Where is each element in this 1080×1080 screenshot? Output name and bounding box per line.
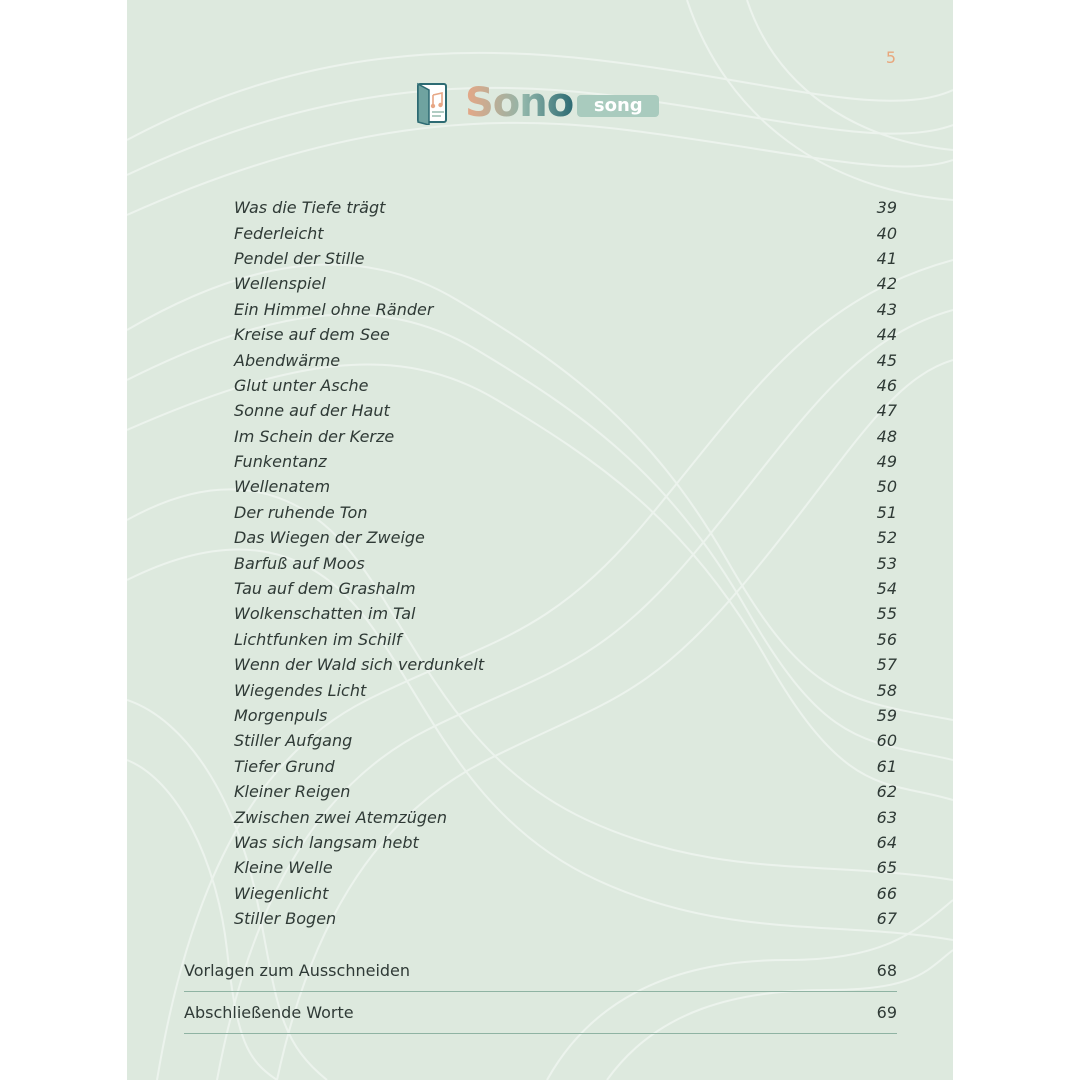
toc-entry: [234, 474, 897, 499]
toc-entry-title: Sonne auf der Haut: [234, 401, 390, 421]
toc-entry: [234, 754, 897, 779]
toc-entry-page: 43: [876, 299, 897, 319]
toc-entry-title: Was sich langsam hebt: [234, 832, 419, 852]
toc-entry-page: 41: [876, 248, 897, 268]
toc-entry: [234, 677, 897, 702]
toc-entry-title: Ein Himmel ohne Ränder: [234, 299, 434, 319]
toc-entry-title: Abendwärme: [234, 350, 341, 370]
toc-entry-page: 52: [876, 528, 897, 548]
toc-entry-page: 42: [876, 274, 897, 294]
toc-section-page: 69: [876, 1003, 897, 1022]
toc-entry-page: 56: [876, 629, 897, 649]
toc-entry-title: Im Schein der Kerze: [234, 426, 395, 446]
toc-entry-page: 57: [876, 655, 897, 675]
toc-entry: [234, 728, 897, 753]
toc-entry: [234, 627, 897, 652]
toc-entry-title: Wiegendes Licht: [234, 680, 367, 700]
toc-entry-page: 40: [876, 223, 897, 243]
toc-entry-page: 44: [876, 325, 897, 345]
toc-section-title: Vorlagen zum Ausschneiden: [184, 961, 411, 980]
toc-entry-title: Tau auf dem Grashalm: [234, 579, 416, 599]
toc-entry: [234, 550, 897, 575]
toc-entry: [234, 779, 897, 804]
toc-entry: [234, 220, 897, 245]
toc-entry-title: Glut unter Asche: [234, 375, 369, 395]
toc-sections: [184, 950, 897, 1034]
toc-entry-page: 46: [876, 375, 897, 395]
toc-entry-title: Das Wiegen der Zweige: [234, 528, 425, 548]
toc-entry-title: Wenn der Wald sich verdunkelt: [234, 655, 485, 675]
toc-entry-page: 53: [876, 553, 897, 573]
toc-entry-title: Tiefer Grund: [234, 756, 335, 776]
toc-entry-title: Stiller Bogen: [234, 909, 337, 929]
toc-entry-page: 59: [876, 706, 897, 725]
toc-entry: [234, 601, 897, 626]
toc-entry: [234, 881, 897, 906]
toc-entry: [234, 398, 897, 423]
toc-entry: [234, 500, 897, 525]
toc-entry: [234, 195, 897, 220]
toc-entry-title: Der ruhende Ton: [234, 502, 368, 522]
toc-section-entry: [184, 992, 897, 1034]
toc-entry: [234, 322, 897, 347]
toc-entry-title: Pendel der Stille: [234, 248, 365, 268]
toc-entry: [234, 373, 897, 398]
toc-entry: [234, 906, 897, 931]
toc-entry-title: Lichtfunken im Schilf: [234, 629, 402, 649]
toc-entry-title: Wolkenschatten im Tal: [234, 604, 416, 624]
toc-entry-page: 51: [876, 502, 897, 522]
toc-entry: [234, 804, 897, 829]
toc-entry-page: 58: [876, 680, 897, 700]
toc-entry: [234, 449, 897, 474]
toc-entry-page: 50: [876, 477, 897, 497]
toc-entry-title: Funkentanz: [234, 452, 327, 472]
toc-entry: [234, 246, 897, 271]
toc-entry: [234, 652, 897, 677]
toc-entry-page: 60: [876, 731, 897, 751]
toc-entry-title: Wellenspiel: [234, 274, 326, 294]
toc-entry: [234, 703, 897, 728]
toc-section-page: 68: [876, 961, 897, 980]
toc-entry-page: 55: [876, 604, 897, 624]
toc-entry: [234, 347, 897, 372]
toc-entry-title: Wiegenlicht: [234, 883, 329, 903]
toc-entry-title: Wellenatem: [234, 477, 331, 497]
toc-entry-page: 64: [876, 832, 897, 852]
toc-entry-title: Federleicht: [234, 223, 324, 243]
toc-entry-title: Morgenpuls: [234, 706, 328, 725]
toc-entry-page: 63: [876, 807, 897, 827]
toc-entry: [234, 855, 897, 880]
sonosong-logo: [415, 80, 659, 126]
toc-section-title: Abschließende Worte: [184, 1003, 354, 1022]
toc-entry-page: 61: [876, 756, 897, 776]
toc-entry-page: 49: [876, 452, 897, 472]
toc-entry-title: Stiller Aufgang: [234, 731, 353, 751]
toc-entry-page: 65: [876, 858, 897, 878]
page-number: 5: [885, 48, 896, 67]
toc-entry: [234, 271, 897, 296]
toc-entry-title: Zwischen zwei Atemzügen: [234, 807, 448, 827]
toc-entry: [234, 576, 897, 601]
toc-entry-page: 54: [876, 579, 897, 599]
toc-entry: [234, 297, 897, 322]
toc-entry-page: 39: [876, 198, 897, 218]
toc-entry-title: Kleine Welle: [234, 858, 333, 878]
toc-entry-title: Kreise auf dem See: [234, 325, 390, 345]
logo-badge: song: [577, 95, 659, 117]
toc-entry-title: Kleiner Reigen: [234, 782, 351, 802]
toc-entry-title: Barfuß auf Moos: [234, 553, 365, 573]
toc-entry-page: 66: [876, 883, 897, 903]
toc-entry-page: 62: [876, 782, 897, 802]
toc-entry-page: 45: [876, 350, 897, 370]
toc-entry: [234, 424, 897, 449]
toc-entry-page: 47: [876, 401, 897, 421]
toc-section-entry: [184, 950, 897, 992]
book-page: [127, 0, 953, 1080]
toc-entry-title: Was die Tiefe trägt: [234, 198, 386, 218]
toc-entry-page: 48: [876, 426, 897, 446]
table-of-contents: [234, 195, 897, 931]
toc-entry: [234, 525, 897, 550]
toc-entry: [234, 830, 897, 855]
logo-wordmark: Sono: [465, 80, 574, 126]
book-music-icon: [415, 81, 451, 125]
toc-entry-page: 67: [876, 909, 897, 929]
